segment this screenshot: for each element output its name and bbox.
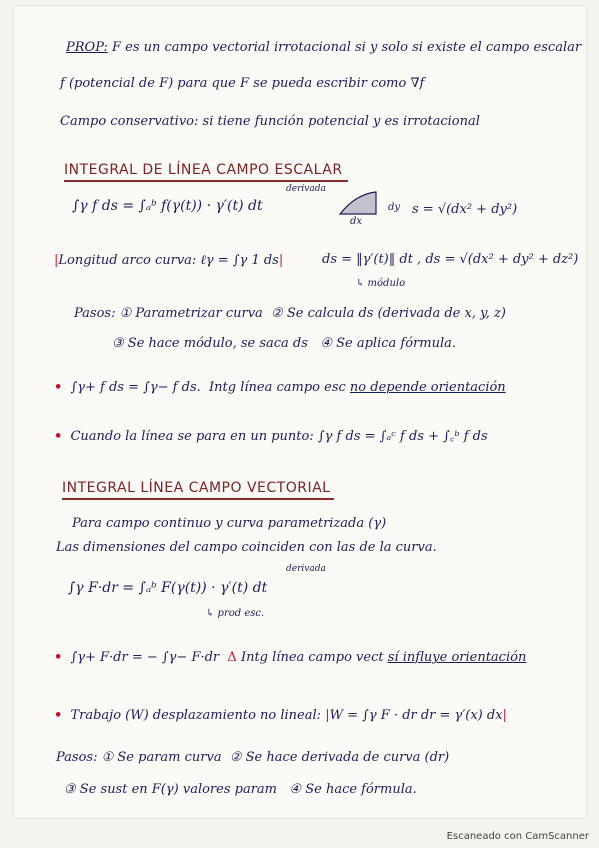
- arc-length-line: |Longitud arco curva: ℓγ = ∫γ 1 ds|: [54, 253, 284, 268]
- section2-bullet-2-text: Trabajo (W) desplazamiento no lineal:: [70, 708, 322, 723]
- ds-formula: ds = ‖γ′(t)‖ dt , ds = √(dx² + dy² + dz²): [322, 252, 579, 267]
- prop-line-1-text: F es un campo vectorial irrotacional si y solo si existe el campo escalar: [112, 40, 582, 55]
- section2-bullet-1: • ∫γ+ F·dr = − ∫γ− F·dr Δ Intg línea campo vect sí influye orientación: [54, 650, 527, 665]
- section1-derivada-note: derivada: [286, 184, 326, 194]
- prod-esc-note: ↳ prod esc.: [206, 608, 265, 619]
- arc-length-text: Longitud arco curva: ℓγ = ∫γ 1 ds: [58, 253, 279, 268]
- section2-step-2: ② Se hace derivada de curva (dr): [229, 750, 450, 765]
- section2-line-2: Las dimensiones del campo coinciden con las de la curva.: [56, 540, 437, 555]
- section2-bullet-1-underlined: sí influye orientación: [387, 650, 527, 665]
- section2-bullet-1-math: ∫γ+ F·dr = − ∫γ− F·dr: [70, 650, 220, 665]
- section2-step-4: ④ Se hace fórmula.: [289, 782, 417, 797]
- section2-bullet-1-text: Intg línea campo vect: [240, 650, 384, 665]
- section2-bullet-2-math: W = ∫γ F · dr dr = γ′(x) dx: [329, 708, 503, 723]
- section1-step-3: ③ Se hace módulo, se saca ds: [112, 336, 308, 351]
- scanned-page: [14, 6, 586, 818]
- section1-step-2: ② Se calcula ds (derivada de x, y, z): [271, 306, 506, 321]
- prop-line-1: [66, 40, 581, 55]
- sketch-dx-label: dx: [350, 216, 363, 227]
- prop-line-3: Campo conservativo: si tiene función potencial y es irrotacional: [60, 114, 480, 129]
- section2-derivada-note: derivada: [286, 564, 326, 574]
- section1-ds-formula: s = √(dx² + dy²): [412, 202, 518, 217]
- section2-main-formula: ∫γ F·dr = ∫ₐᵇ F(γ(t)) · γ′(t) dt: [68, 580, 268, 596]
- section1-bullet-2-text: Cuando la línea se para en un punto:: [70, 429, 314, 444]
- section1-step-1: ① Parametrizar curva: [119, 306, 263, 321]
- section1-main-formula: ∫γ f ds = ∫ₐᵇ f(γ(t)) · γ′(t) dt: [72, 198, 263, 214]
- section1-steps-row-2: [112, 336, 456, 351]
- section2-step-1: ① Se param curva: [101, 750, 222, 765]
- section2-bullet-2: • Trabajo (W) desplazamiento no lineal: |W = ∫γ F · dr dr = γ′(x) dx|: [54, 708, 507, 723]
- section2-title: INTEGRAL LÍNEA CAMPO VECTORIAL: [62, 480, 331, 496]
- section1-bullet-1-math: ∫γ+ f ds = ∫γ− f ds.: [70, 380, 201, 395]
- section1-bullet-1-underlined: no depende orientación: [349, 380, 506, 395]
- section1-steps-row-1: [74, 306, 506, 321]
- section1-step-4: ④ Se aplica fórmula.: [320, 336, 456, 351]
- section2-steps-row-2: [64, 782, 417, 797]
- section2-line-1: Para campo continuo y curva parametrizada (γ): [72, 516, 387, 531]
- section2-step-3: ③ Se sust en F(γ) valores param: [64, 782, 278, 797]
- section1-title: INTEGRAL DE LÍNEA CAMPO ESCALAR: [64, 162, 343, 178]
- section1-title-underline: [64, 180, 348, 182]
- modulo-note: ↳ módulo: [356, 278, 406, 289]
- section2-steps-row-1: [56, 750, 449, 765]
- section1-bullet-1-text: Intg línea campo esc: [209, 380, 346, 395]
- section2-title-underline: [62, 498, 334, 500]
- section2-steps-label: Pasos:: [56, 750, 98, 765]
- sketch-dy-label: dy: [388, 202, 401, 213]
- scanner-watermark: Escaneado con CamScanner: [446, 831, 589, 842]
- section1-bullet-1: • ∫γ+ f ds = ∫γ− f ds. Intg línea campo esc no depende orientación: [54, 380, 506, 395]
- section1-bullet-2-math: ∫γ f ds = ∫ₐᶜ f ds + ∫꜀ᵇ f ds: [317, 429, 488, 444]
- prop-line-2: f (potencial de F) para que F se pueda escribir como ∇f: [60, 76, 425, 91]
- section1-bullet-2: • Cuando la línea se para en un punto: ∫γ f ds = ∫ₐᶜ f ds + ∫꜀ᵇ f ds: [54, 429, 488, 444]
- prop-label: PROP:: [66, 40, 108, 55]
- section1-steps-label: Pasos:: [74, 306, 116, 321]
